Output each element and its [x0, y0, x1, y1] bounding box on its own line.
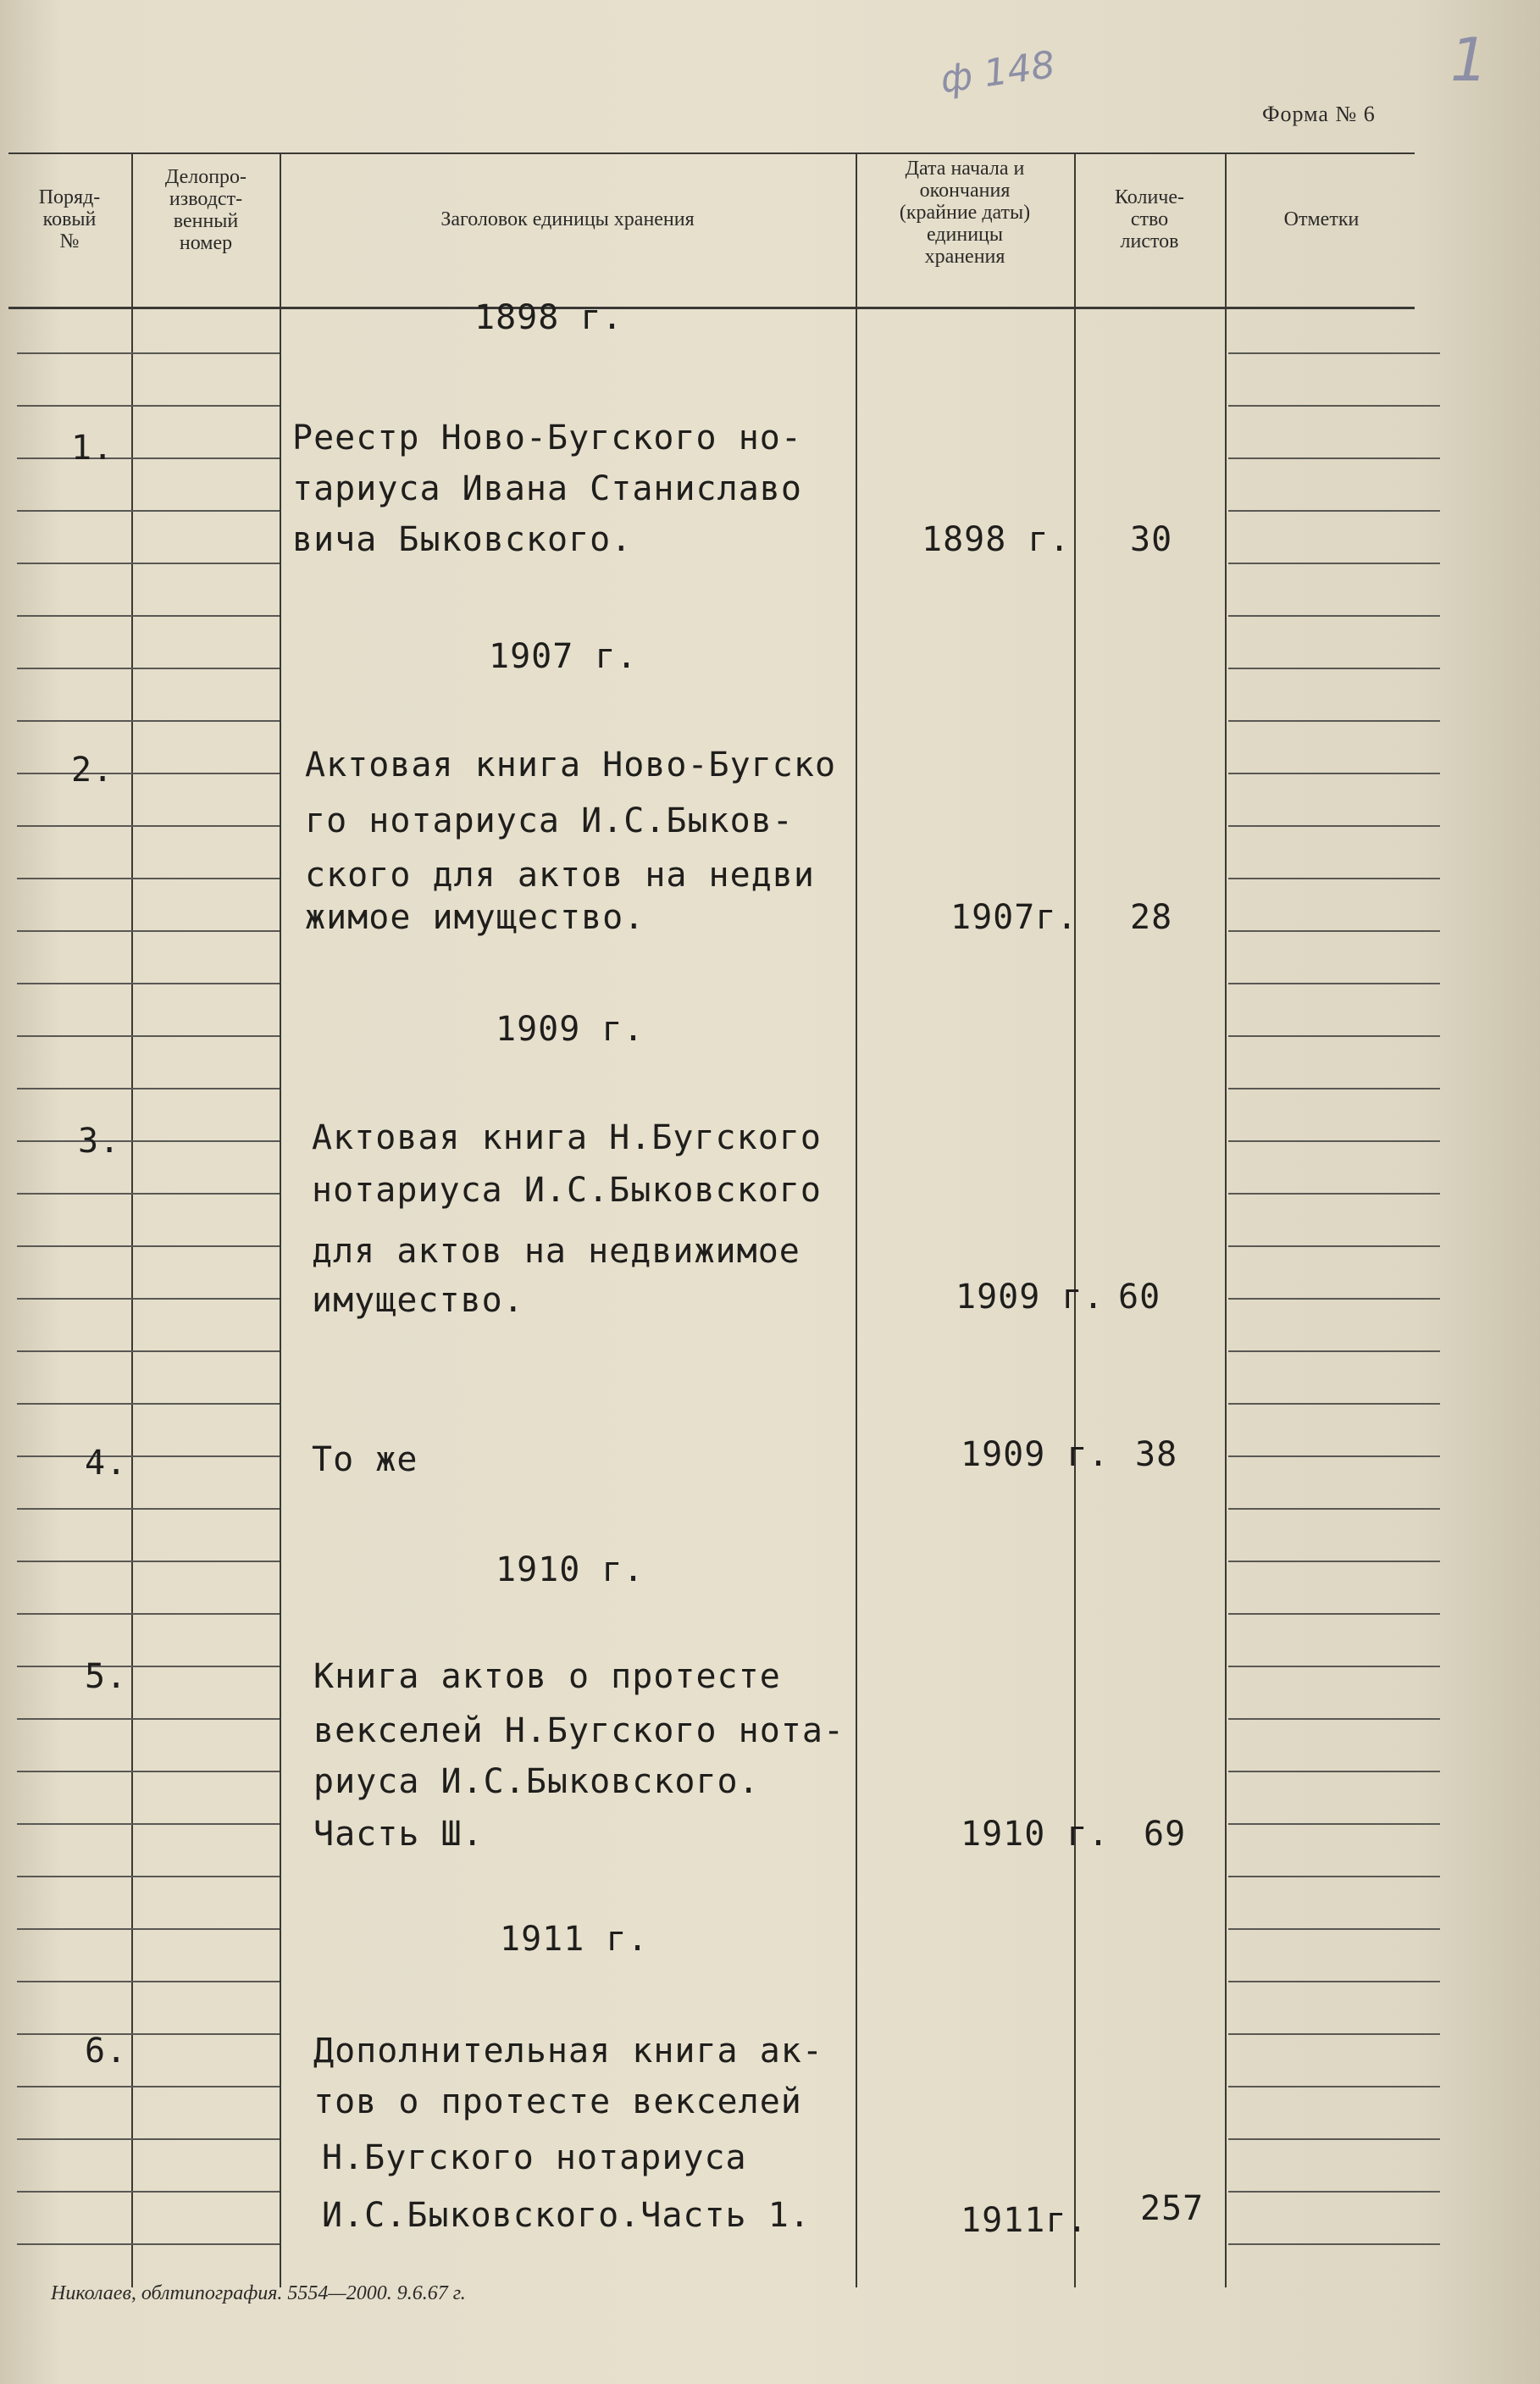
ruled-line-left [17, 773, 280, 774]
ruled-line-right [1228, 405, 1440, 407]
entry-6-number: 6. [85, 2032, 128, 2071]
entry-2-title-line-2: го нотариуса И.С.Быков- [305, 801, 794, 840]
ruled-line-left [17, 1193, 280, 1195]
year-heading-1910: 1910 г. [496, 1550, 645, 1589]
entry-6-sheets: 257 [1140, 2189, 1205, 2228]
entry-4-title-line-1: То же [312, 1440, 418, 1479]
ruled-line-right [1228, 773, 1440, 774]
entry-5-date: 1910 г. [961, 1815, 1110, 1854]
year-heading-1909: 1909 г. [496, 1010, 645, 1049]
ruled-line-right [1228, 457, 1440, 459]
ruled-line-right [1228, 1981, 1440, 1982]
entry-5-title-line-3: риуса И.С.Быковского. [313, 1762, 760, 1801]
ruled-line-left [17, 1981, 280, 1982]
entry-6-date: 1911г. [961, 2201, 1089, 2240]
ruled-line-right [1228, 352, 1440, 354]
ruled-line-right [1228, 2243, 1440, 2245]
ruled-line-right [1228, 1876, 1440, 1877]
ruled-line-left [17, 983, 280, 984]
ruled-line-right [1228, 1455, 1440, 1457]
entry-3-number: 3. [78, 1122, 121, 1161]
entry-6-title-line-4: И.С.Быковского.Часть 1. [322, 2196, 811, 2235]
entry-5-number: 5. [85, 1657, 128, 1696]
ruled-line-right [1228, 1823, 1440, 1825]
entry-6-title-line-1: Дополнительная книга ак- [313, 2032, 823, 2071]
archive-mark: ф 148 [938, 42, 1058, 103]
printer-imprint: Николаев, облтипография. 5554—2000. 9.6.67 г. [51, 2282, 466, 2304]
ruled-line-right [1228, 563, 1440, 564]
entry-2-sheets: 28 [1130, 898, 1173, 937]
ruled-line-left [17, 510, 280, 512]
ruled-line-left [17, 563, 280, 564]
ruled-line-left [17, 2033, 280, 2035]
ruled-line-right [1228, 668, 1440, 669]
ruled-line-right [1228, 1508, 1440, 1510]
entry-3-title-line-1: Актовая книга Н.Бугского [312, 1118, 822, 1157]
header-top-rule [8, 152, 1415, 154]
ruled-line-left [17, 2086, 280, 2087]
ruled-line-right [1228, 1088, 1440, 1089]
header-dates: Дата начала и окончания (крайние даты) единицы хранения [899, 158, 1031, 268]
col-divider-2 [280, 152, 281, 2287]
ruled-line-left [17, 1298, 280, 1300]
entry-1-number: 1. [71, 429, 114, 468]
ruled-line-left [17, 1140, 280, 1142]
year-heading-1898: 1898 г. [474, 298, 623, 337]
ruled-line-left [17, 457, 280, 459]
entry-3-date: 1909 г. [956, 1278, 1105, 1317]
ruled-line-right [1228, 615, 1440, 617]
entry-2-number: 2. [71, 751, 114, 790]
entry-5-title-line-2: векселей Н.Бугского нота- [313, 1711, 845, 1750]
ruled-line-right [1228, 510, 1440, 512]
header-notes: Отметки [1283, 208, 1360, 230]
ruled-line-left [17, 1823, 280, 1825]
ruled-line-right [1228, 2191, 1440, 2193]
ruled-line-right [1228, 1613, 1440, 1615]
ruled-line-left [17, 1613, 280, 1615]
ruled-line-left [17, 1035, 280, 1037]
ruled-line-left [17, 1508, 280, 1510]
page-number: 1 [1450, 25, 1488, 95]
ruled-line-left [17, 352, 280, 354]
ruled-line-left [17, 1771, 280, 1772]
entry-1-sheets: 30 [1130, 520, 1173, 559]
entry-1-title-line-1: Реестр Ново-Бугского но- [292, 419, 802, 457]
ruled-line-right [1228, 1193, 1440, 1195]
ruled-line-left [17, 2138, 280, 2140]
ruled-line-right [1228, 878, 1440, 879]
ruled-line-left [17, 1403, 280, 1405]
header-office-no: Делопро- изводст- венный номер [164, 166, 247, 254]
col-divider-1 [131, 152, 133, 2287]
ruled-line-right [1228, 1666, 1440, 1667]
ruled-line-right [1228, 1718, 1440, 1720]
ruled-line-left [17, 1561, 280, 1562]
ruled-line-left [17, 825, 280, 827]
ruled-line-left [17, 1876, 280, 1877]
ruled-line-left [17, 405, 280, 407]
ruled-line-left [17, 1350, 280, 1352]
ruled-line-right [1228, 1771, 1440, 1772]
form-number: Форма № 6 [1262, 102, 1376, 126]
entry-5-title-line-4: Часть Ш. [313, 1815, 484, 1854]
ruled-line-right [1228, 1035, 1440, 1037]
ruled-line-right [1228, 2033, 1440, 2035]
header-title: Заголовок единицы хранения [440, 208, 695, 230]
ruled-line-left [17, 720, 280, 722]
entry-1-title-line-2: тариуса Ивана Станиславо [292, 469, 802, 508]
ruled-line-right [1228, 720, 1440, 722]
col-divider-4 [1074, 152, 1076, 2287]
ruled-line-left [17, 930, 280, 932]
ruled-line-right [1228, 1140, 1440, 1142]
ruled-line-right [1228, 930, 1440, 932]
ruled-line-left [17, 1455, 280, 1457]
entry-4-date: 1909 г. [961, 1435, 1110, 1474]
ruled-line-right [1228, 2138, 1440, 2140]
header-seq-no: Поряд- ковый № [38, 186, 101, 252]
year-heading-1911: 1911 г. [500, 1920, 649, 1959]
entry-5-title-line-1: Книга актов о протесте [313, 1657, 781, 1696]
ruled-line-right [1228, 825, 1440, 827]
col-divider-5 [1225, 152, 1227, 2287]
ruled-line-left [17, 615, 280, 617]
ruled-line-right [1228, 1403, 1440, 1405]
ruled-line-right [1228, 2086, 1440, 2087]
entry-3-title-line-4: имущество. [312, 1281, 524, 1320]
ruled-line-left [17, 878, 280, 879]
entry-2-title-line-4: жимое имущество. [305, 898, 645, 937]
entry-3-title-line-3: для актов на недвижимое [312, 1232, 800, 1271]
entry-1-date: 1898 г. [922, 520, 1071, 559]
entry-1-title-line-3: вича Быковского. [292, 520, 633, 559]
ruled-line-right [1228, 1928, 1440, 1930]
header-sheets: Количе- ство листов [1114, 186, 1185, 252]
entry-6-title-line-2: тов о протесте векселей [313, 2082, 802, 2121]
ruled-line-left [17, 1928, 280, 1930]
entry-5-sheets: 69 [1144, 1815, 1187, 1854]
entry-4-sheets: 38 [1135, 1435, 1178, 1474]
entry-2-title-line-1: Актовая книга Ново-Бугско [305, 746, 837, 785]
ruled-line-right [1228, 983, 1440, 984]
entry-4-number: 4. [85, 1444, 128, 1483]
ruled-line-right [1228, 1298, 1440, 1300]
ruled-line-left [17, 1088, 280, 1089]
entry-3-sheets: 60 [1118, 1278, 1161, 1317]
ruled-line-right [1228, 1245, 1440, 1247]
ruled-line-left [17, 1718, 280, 1720]
ruled-line-left [17, 2191, 280, 2193]
ruled-line-left [17, 2243, 280, 2245]
ruled-line-left [17, 668, 280, 669]
ruled-line-left [17, 1245, 280, 1247]
entry-2-date: 1907г. [950, 898, 1078, 937]
ruled-line-left [17, 1666, 280, 1667]
col-divider-3 [856, 152, 857, 2287]
ruled-line-right [1228, 1561, 1440, 1562]
entry-3-title-line-2: нотариуса И.С.Быковского [312, 1171, 822, 1210]
ruled-line-right [1228, 1350, 1440, 1352]
entry-2-title-line-3: ского для актов на недви [305, 856, 815, 895]
entry-6-title-line-3: Н.Бугского нотариуса [322, 2138, 747, 2177]
header-bottom-rule [8, 307, 1415, 309]
year-heading-1907: 1907 г. [489, 637, 638, 676]
